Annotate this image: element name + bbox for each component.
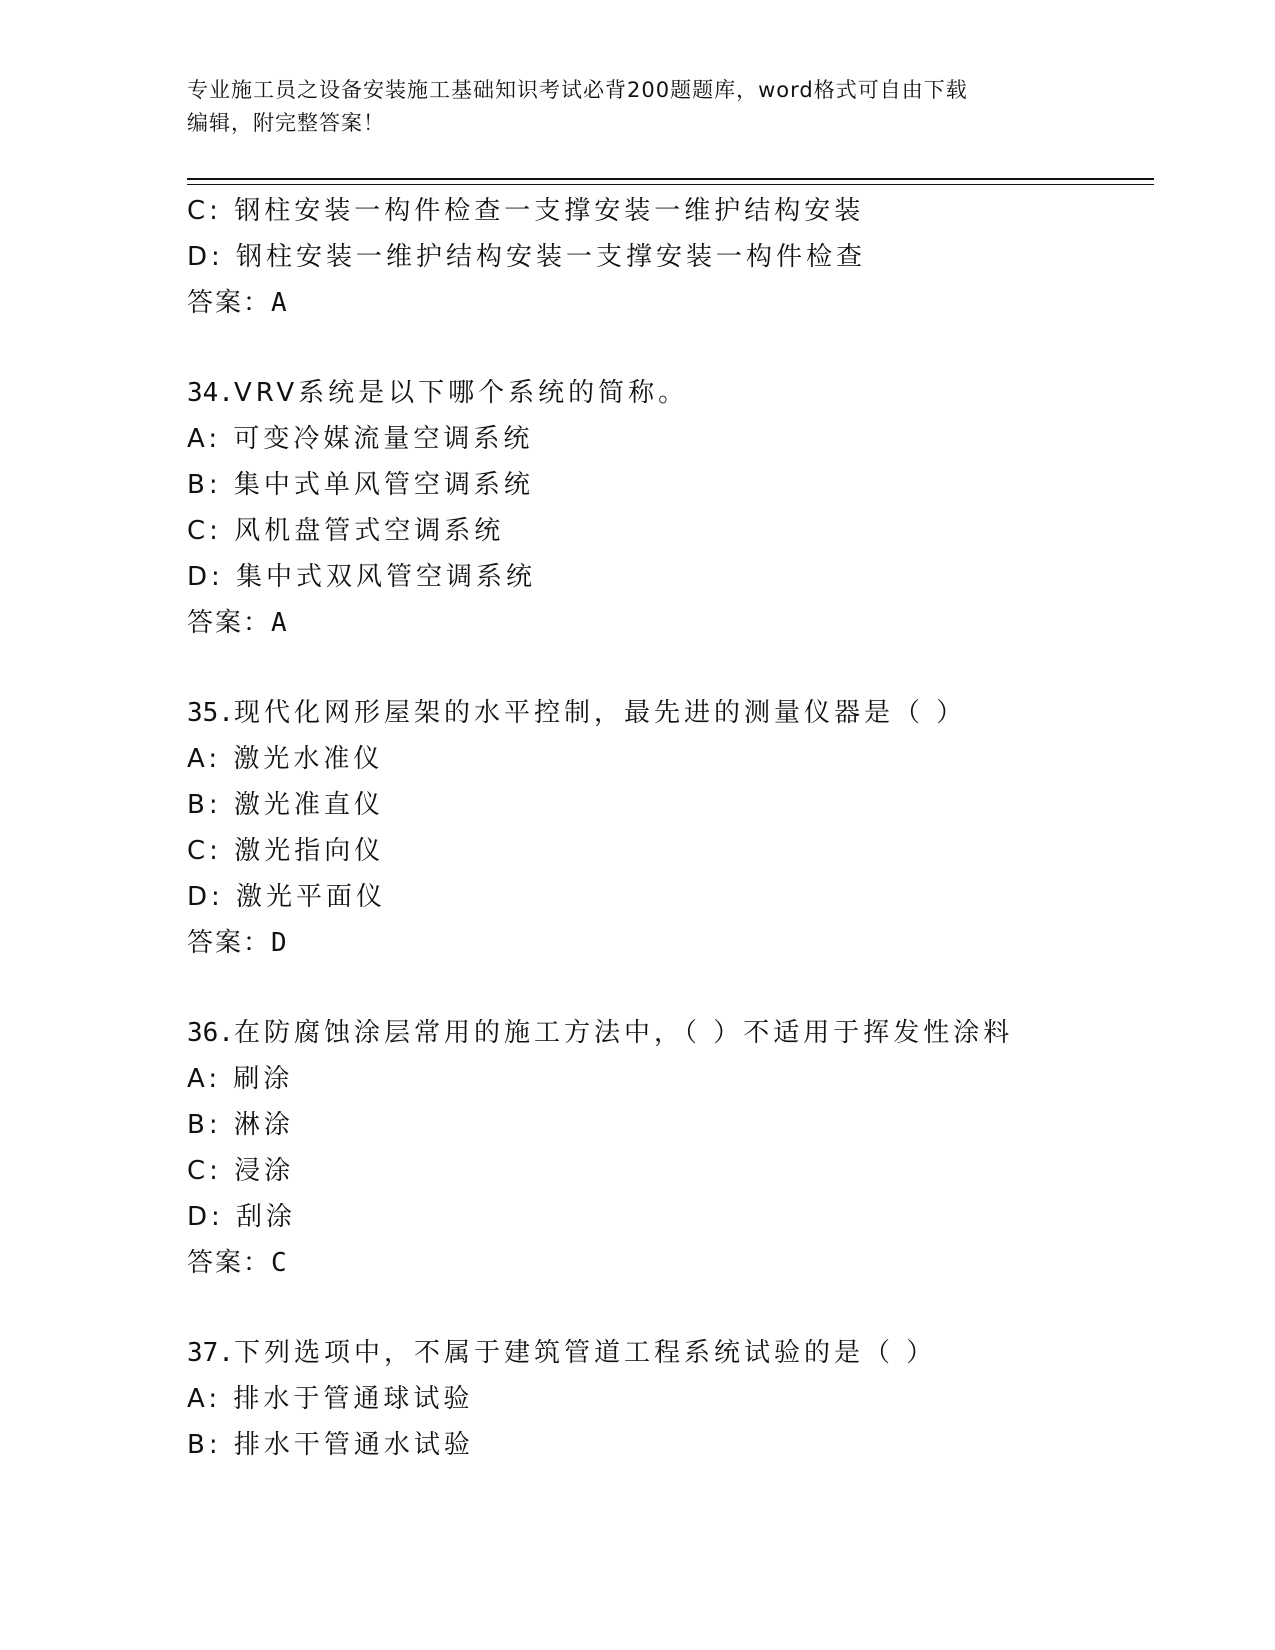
option-text: 排水于管通球试验	[233, 1384, 474, 1414]
option-item	[187, 1376, 1147, 1422]
option-letter: B:	[187, 1430, 222, 1460]
option-letter: A:	[187, 1384, 222, 1414]
option-item	[187, 462, 1147, 508]
question-number: 36.	[187, 1018, 234, 1048]
question-stem	[187, 1330, 1147, 1376]
option-text: 淋涂	[233, 1110, 294, 1140]
question-list	[187, 188, 1147, 1468]
question-stem	[187, 1010, 1147, 1056]
option-text: 排水干管通水试验	[233, 1430, 474, 1460]
option-text: 刮涂	[236, 1202, 297, 1232]
question-number: 34.	[187, 378, 234, 408]
option-letter: D:	[187, 1202, 224, 1232]
header-divider-thick	[187, 178, 1154, 180]
option-item	[187, 1102, 1147, 1148]
header-line-2: 编辑，附完整答案！	[187, 111, 385, 135]
answer-label: 答案：	[187, 928, 272, 958]
question-stem	[187, 370, 1147, 416]
option-letter: C:	[187, 836, 222, 866]
option-letter: D:	[187, 242, 224, 272]
question-text: 在防腐蚀涂层常用的施工方法中，（ ）不适用于挥发性涂料	[233, 1018, 1014, 1048]
option-text: 可变冷媒流量空调系统	[233, 424, 534, 454]
option-item	[187, 874, 1147, 920]
option-item	[187, 782, 1147, 828]
option-letter: D:	[187, 562, 224, 592]
option-item	[187, 554, 1147, 600]
option-item	[187, 416, 1147, 462]
answer-value: D	[271, 928, 289, 958]
question-block-37	[187, 1330, 1147, 1468]
answer-line	[187, 920, 1147, 966]
option-item	[187, 1056, 1147, 1102]
option-letter: B:	[187, 470, 222, 500]
option-letter: A:	[187, 424, 222, 454]
question-text: 下列选项中，不属于建筑管道工程系统试验的是（ ）	[233, 1338, 937, 1368]
answer-value: A	[271, 608, 289, 638]
option-letter: B:	[187, 1110, 222, 1140]
option-text: 激光指向仪	[234, 836, 385, 866]
question-text: 现代化网形屋架的水平控制，最先进的测量仪器是（ ）	[233, 698, 967, 728]
answer-label: 答案：	[187, 1248, 272, 1278]
option-letter: D:	[187, 882, 224, 912]
option-item	[187, 1148, 1147, 1194]
answer-value: C	[271, 1248, 289, 1278]
option-letter: A:	[187, 1064, 222, 1094]
carryover-block	[187, 188, 1147, 326]
option-letter: C:	[187, 196, 222, 226]
option-letter: C:	[187, 516, 222, 546]
option-text: 风机盘管式空调系统	[234, 516, 505, 546]
option-text: 激光水准仪	[233, 744, 384, 774]
option-item	[187, 188, 1147, 234]
header-line-1: 专业施工员之设备安装施工基础知识考试必背200题题库，word格式可自由下载	[187, 78, 968, 102]
question-block-36	[187, 1010, 1147, 1286]
question-block-34	[187, 370, 1147, 646]
option-text: 集中式单风管空调系统	[233, 470, 534, 500]
document-header	[187, 74, 1067, 140]
option-item	[187, 508, 1147, 554]
option-text: 刷涂	[233, 1064, 294, 1094]
option-text: 钢柱安装一构件检查一支撑安装一维护结构安装	[234, 196, 865, 226]
answer-value: A	[271, 288, 289, 318]
option-letter: C:	[187, 1156, 222, 1186]
question-block-35	[187, 690, 1147, 966]
option-item	[187, 828, 1147, 874]
option-text: 集中式双风管空调系统	[236, 562, 537, 592]
answer-line	[187, 600, 1147, 646]
option-item	[187, 234, 1147, 280]
question-text: VRV系统是以下哪个系统的简称。	[233, 378, 689, 408]
header-divider-thin	[187, 184, 1154, 185]
option-text: 激光平面仪	[236, 882, 387, 912]
option-letter: B:	[187, 790, 222, 820]
option-item	[187, 1422, 1147, 1468]
option-item	[187, 1194, 1147, 1240]
option-text: 浸涂	[234, 1156, 295, 1186]
option-text: 激光准直仪	[233, 790, 384, 820]
question-number: 35.	[187, 698, 234, 728]
question-number: 37.	[187, 1338, 234, 1368]
option-text: 钢柱安装一维护结构安装一支撑安装一构件检查	[236, 242, 867, 272]
question-stem	[187, 690, 1147, 736]
option-letter: A:	[187, 744, 222, 774]
option-item	[187, 736, 1147, 782]
answer-line	[187, 280, 1147, 326]
answer-label: 答案：	[187, 608, 272, 638]
answer-label: 答案：	[187, 288, 272, 318]
answer-line	[187, 1240, 1147, 1286]
